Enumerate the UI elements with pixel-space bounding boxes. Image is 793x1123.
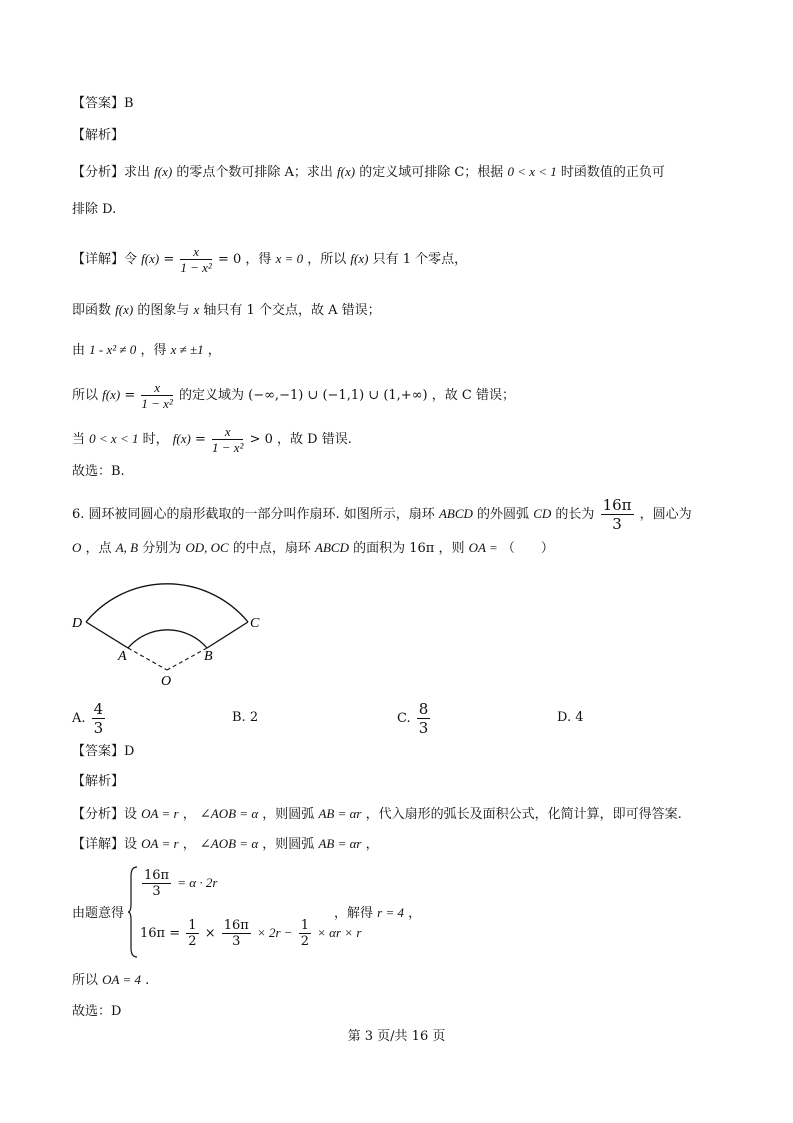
math-abcd: ABCD: [438, 506, 473, 521]
math-x0: x = 0: [275, 251, 304, 266]
option-d[interactable]: D. 4: [557, 710, 584, 725]
text: 的定义域可排除 C；根据: [359, 165, 504, 180]
denominator: 3: [232, 934, 241, 949]
text: ，: [182, 837, 196, 852]
math-range: 0 < x < 1: [89, 431, 139, 446]
math-ab-ar: AB = αr: [318, 836, 362, 851]
numerator: x: [180, 244, 211, 260]
q5-detail-line1: [72, 244, 467, 275]
option-a-label: A.: [72, 711, 86, 726]
annular-sector-figure: [66, 566, 276, 690]
text: ，得: [245, 252, 272, 267]
denominator: 2: [300, 934, 309, 949]
numerator: x: [141, 380, 172, 396]
solution-text: [334, 902, 421, 921]
numerator: 16π: [144, 868, 170, 883]
text: 的零点个数可排除 A；求出: [176, 165, 333, 180]
numerator: 16π: [223, 918, 249, 933]
math-xne: x ≠ ±1: [170, 342, 204, 357]
text: 的中点，扇环: [232, 541, 311, 556]
text: 只有 1 个零点，: [372, 252, 468, 267]
fraction: [142, 868, 171, 899]
q5-choose: 故选：B.: [72, 464, 125, 479]
denominator: 3: [612, 515, 622, 533]
dashed-bo: [167, 648, 207, 670]
text: 时函数值的正负可: [560, 165, 665, 180]
denominator: 1 − x²: [141, 396, 173, 411]
fraction-16pi-3: [222, 918, 251, 949]
text: .: [145, 973, 150, 988]
denominator: 2: [188, 934, 197, 949]
numerator: 1: [188, 918, 197, 933]
youti-text: 由题意得: [72, 906, 125, 921]
math-angle: ∠AOB = α: [199, 806, 259, 821]
q5-detail-line4: [72, 380, 515, 411]
math-fx: f(x): [350, 251, 369, 266]
text: 的定义域为: [178, 388, 244, 403]
q6-stem-line1: [72, 496, 692, 533]
math-angle: ∠AOB = α: [199, 836, 259, 851]
q6-analysis-line: [72, 804, 682, 825]
text: ，则: [438, 541, 465, 556]
fraction-half: [186, 918, 198, 949]
text: 即函数: [72, 303, 112, 318]
q5-detail-line2: [72, 300, 381, 321]
equation-1: [140, 868, 217, 899]
option-a-fraction: [92, 700, 106, 737]
label-o: O: [161, 674, 172, 689]
fraction: [601, 496, 634, 533]
math-gt-zero: > 0: [249, 432, 273, 447]
option-c[interactable]: [397, 700, 432, 737]
eq1-rhs: = α · 2r: [177, 875, 218, 890]
label-a: A: [118, 649, 127, 664]
q5-answer: 【答案】B: [72, 96, 134, 111]
math-o: O: [72, 540, 82, 555]
text: ，得: [140, 343, 167, 358]
q5-analysis-header: 【解析】: [72, 128, 125, 143]
numerator: 16π: [602, 496, 632, 514]
math-eq: =: [163, 252, 175, 267]
label-b: B: [204, 649, 213, 664]
outer-arc-cd: [86, 584, 248, 622]
option-c-label: C.: [397, 711, 411, 726]
equation-2: [140, 918, 361, 949]
segment-da: [86, 622, 128, 648]
math-r4: r = 4: [377, 905, 404, 920]
math-ab: A, B: [115, 540, 139, 555]
denominator: 3: [418, 719, 429, 737]
inner-arc-ab: [128, 630, 207, 648]
text: ，所以: [307, 252, 347, 267]
text: ，则圆弧: [262, 837, 315, 852]
math-odoc: OD, OC: [185, 540, 229, 555]
text: 轴只有 1 个交点，故 A 错误；: [203, 303, 381, 318]
text: ，故 D 错误.: [277, 432, 352, 447]
page-footer: 第 3 页/共 16 页: [347, 1029, 446, 1044]
math-eq-zero: = 0: [217, 252, 242, 267]
segment-cb: [207, 622, 248, 648]
q6-analysis-header: 【解析】: [72, 774, 125, 789]
math-oa-r: OA = r: [141, 806, 179, 821]
math-fx: f(x): [102, 387, 121, 402]
math-oa: OA =: [468, 540, 498, 555]
math-cd: CD: [533, 506, 552, 521]
math-area: 16π: [409, 541, 435, 556]
left-brace: [128, 866, 138, 958]
math-fx: f(x): [115, 302, 134, 317]
q5-analysis-line2: 排除 D.: [72, 202, 117, 217]
denominator: 1 − x²: [212, 440, 244, 455]
q5-detail-line3: [72, 340, 221, 361]
q5-detail-line5: [72, 424, 352, 455]
math-range: 0 < x < 1: [507, 164, 557, 179]
math-eq: =: [124, 388, 136, 403]
text: 分别为: [142, 541, 182, 556]
numerator: x: [212, 424, 243, 440]
eq2-lhs: 16π =: [140, 926, 181, 941]
math-fx: f(x): [337, 164, 356, 179]
text: 时，: [142, 432, 169, 447]
text: 的面积为: [353, 541, 406, 556]
denominator: 1 − x²: [180, 260, 212, 275]
fraction: [180, 244, 211, 275]
text: 【分析】求出: [72, 165, 151, 180]
dashed-ao: [128, 648, 167, 670]
numerator: 1: [300, 918, 309, 933]
q6-detail-line1: [72, 834, 379, 855]
text: ，: [207, 343, 221, 358]
math-x: x: [193, 302, 200, 317]
eq2-mid: × 2r −: [256, 925, 293, 940]
text: ，代入扇形的弧长及面积公式，化简计算，即可得答案.: [365, 807, 682, 822]
fraction: [141, 380, 172, 411]
math-domain: (−∞,−1) ∪ (−1,1) ∪ (1,+∞): [248, 388, 428, 403]
math-eq: =: [194, 432, 206, 447]
option-a[interactable]: [72, 700, 107, 737]
math-ab-ar: AB = αr: [318, 806, 362, 821]
label-d: D: [72, 616, 83, 631]
denominator: 3: [93, 719, 104, 737]
denominator: 3: [152, 884, 161, 899]
numerator: 8: [418, 700, 429, 718]
math-cond: 1 - x² ≠ 0: [89, 342, 137, 357]
math-oa4: OA = 4: [102, 972, 142, 987]
text: 6. 圆环被同圆心的扇形截取的一部分叫作扇环. 如图所示，扇环: [72, 507, 435, 522]
text: ，: [408, 906, 422, 921]
math-fx: f(x): [172, 431, 191, 446]
times: ×: [204, 926, 216, 941]
q6-answer: 【答案】D: [72, 744, 135, 759]
text: 所以: [72, 973, 99, 988]
fraction-half: [299, 918, 311, 949]
text: 的长为: [555, 507, 595, 522]
text: ，: [365, 837, 379, 852]
numerator: 4: [93, 700, 104, 718]
q6-stem-line2: [72, 538, 554, 559]
math-oa-r: OA = r: [141, 836, 179, 851]
math-fx: f(x): [141, 251, 160, 266]
text: 当: [72, 432, 86, 447]
text: 所以: [72, 388, 99, 403]
q6-choose: 故选：D: [72, 1004, 122, 1019]
text: ，故 C 错误；: [431, 388, 515, 403]
text: 由: [72, 343, 86, 358]
text: 的外圆弧: [477, 507, 530, 522]
q6-conclusion: [72, 970, 149, 991]
option-c-fraction: [417, 700, 431, 737]
text: ，解得: [334, 906, 374, 921]
option-b[interactable]: B. 2: [232, 710, 259, 725]
math-fx: f(x): [154, 164, 173, 179]
fraction: [212, 424, 243, 455]
label-c: C: [250, 616, 260, 631]
text: 的图象与: [137, 303, 190, 318]
text: 【分析】设: [72, 807, 138, 822]
text: 【详解】设: [72, 837, 138, 852]
eq2-end: × αr × r: [317, 925, 362, 940]
text: （ ）: [501, 541, 554, 556]
text: ，则圆弧: [262, 807, 315, 822]
text: ，圆心为: [639, 507, 692, 522]
q5-analysis-line1: [72, 162, 665, 183]
text: ，点: [85, 541, 112, 556]
text: ，: [182, 807, 196, 822]
math-abcd: ABCD: [315, 540, 349, 555]
text: 【详解】令: [72, 252, 138, 267]
